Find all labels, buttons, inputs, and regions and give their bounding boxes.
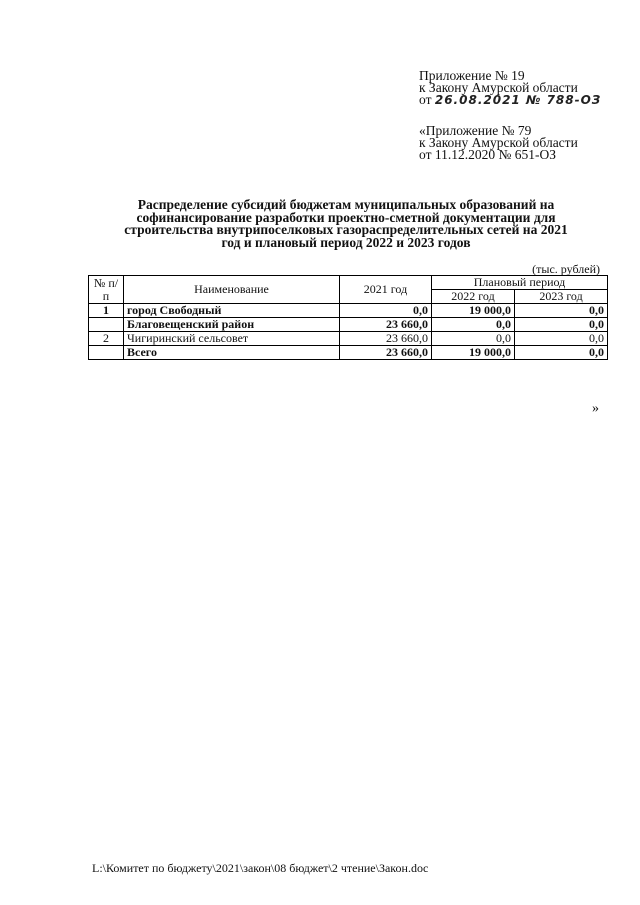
total-2021-value: 23 660,0 xyxy=(340,346,432,360)
row-2022-value: 19 000,0 xyxy=(432,304,515,318)
closing-quote: » xyxy=(592,401,599,416)
row-number xyxy=(89,346,124,360)
table-row xyxy=(89,304,608,318)
header-2021: 2021 год xyxy=(340,276,432,304)
units-note: (тыс. рублей) xyxy=(532,262,600,276)
header-row-number: № п/п xyxy=(89,276,124,304)
row-2021-value: 0,0 xyxy=(340,304,432,318)
table-row xyxy=(89,332,608,346)
handwritten-date-number: 26.08.2021 № 788-ОЗ xyxy=(434,93,602,107)
row-2023-value: 0,0 xyxy=(515,318,608,332)
previous-appendix-number: «Приложение № 79 xyxy=(419,123,532,138)
row-number: 2 xyxy=(89,332,124,346)
appendix-reference-current xyxy=(419,70,601,106)
table-total-row xyxy=(89,346,608,360)
total-2022-value: 19 000,0 xyxy=(432,346,515,360)
appendix-date-line xyxy=(419,94,601,106)
row-name: город Свободный xyxy=(124,304,340,318)
appendix-number: Приложение № 19 xyxy=(419,68,525,83)
previous-appendix-date: от 11.12.2020 № 651-ОЗ xyxy=(419,147,556,162)
row-2022-value: 0,0 xyxy=(432,332,515,346)
row-2022-value: 0,0 xyxy=(432,318,515,332)
total-label: Всего xyxy=(124,346,340,360)
subsidy-table xyxy=(88,275,608,360)
row-2023-value: 0,0 xyxy=(515,332,608,346)
header-name: Наименование xyxy=(124,276,340,304)
appendix-date-prefix: от xyxy=(419,92,432,107)
document-title xyxy=(90,199,602,249)
title-line: Распределение субсидий бюджетам муниципальных образований на xyxy=(137,197,555,212)
row-name: Чигиринский сельсовет xyxy=(124,332,340,346)
row-2021-value: 23 660,0 xyxy=(340,318,432,332)
table-row xyxy=(89,318,608,332)
appendix-reference-previous xyxy=(419,125,578,161)
previous-appendix-law-reference: к Закону Амурской области xyxy=(419,135,578,150)
row-2023-value: 0,0 xyxy=(515,304,608,318)
row-number xyxy=(89,318,124,332)
row-2021-value: 23 660,0 xyxy=(340,332,432,346)
header-planning-period: Плановый период xyxy=(432,276,608,290)
footer-file-path: L:\Комитет по бюджету\2021\закон\08 бюджет\2 чтение\Закон.doc xyxy=(92,861,429,875)
total-2023-value: 0,0 xyxy=(515,346,608,360)
title-line: софинансирование разработки проектно-сметной документации для xyxy=(136,209,556,225)
row-number: 1 xyxy=(89,304,124,318)
header-2022: 2022 год xyxy=(432,290,515,304)
title-line: строительства внутрипоселковых газораспределительных сетей на 2021 xyxy=(124,222,568,237)
row-name: Благовещенский район xyxy=(124,318,340,332)
header-2023: 2023 год xyxy=(515,290,608,304)
appendix-law-reference: к Закону Амурской области xyxy=(419,80,578,95)
title-line: год и плановый период 2022 и 2023 годов xyxy=(221,234,471,250)
